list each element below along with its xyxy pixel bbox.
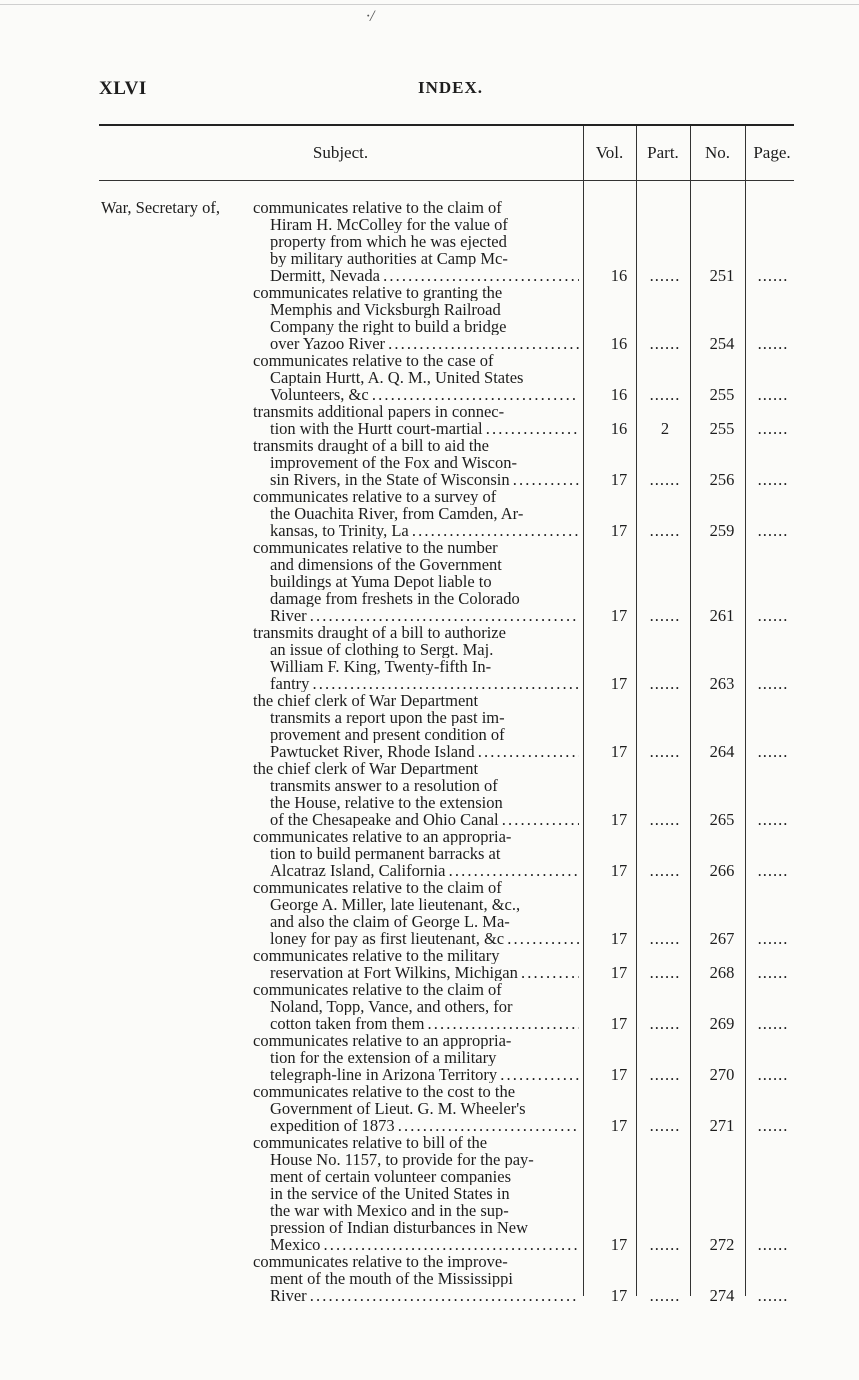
entry-line: transmits answer to a resolution of (270, 777, 498, 794)
entry-line: communicates relative to the claim of (253, 879, 502, 896)
index-entry (253, 947, 579, 981)
part-cell: ...... (649, 1286, 681, 1305)
index-entry (253, 981, 579, 1032)
no-cell: 251 (709, 266, 735, 285)
entry-line: Hiram H. McColley for the value of (270, 216, 508, 233)
entry-line: expedition of 1873 . . . (253, 1117, 579, 1134)
page-cell: ...... (757, 266, 789, 285)
part-cell: ...... (649, 861, 681, 880)
subject-column-header: Subject. (312, 143, 369, 162)
no-cell: 270 (709, 1065, 735, 1084)
vol-cell: 17 (610, 861, 628, 880)
vol-cell: 17 (610, 1235, 628, 1254)
page-cell: ...... (757, 1116, 789, 1135)
entry-line: Company the right to build a bridge (270, 318, 507, 335)
page-cell: ...... (757, 1065, 789, 1084)
part-cell: ...... (649, 810, 681, 829)
vol-cell: 17 (610, 929, 628, 948)
part-cell: ...... (649, 266, 681, 285)
heading-entry: War, Secretary of, (101, 198, 220, 217)
page-mark: ·/ (366, 8, 375, 25)
page-cell: ...... (757, 334, 789, 353)
index-entry (253, 692, 579, 760)
no-cell: 264 (709, 742, 735, 761)
vol-cell: 17 (610, 963, 628, 982)
part-cell: ...... (649, 334, 681, 353)
index-entry (253, 1032, 579, 1083)
entry-line: tion for the extension of a military (270, 1049, 497, 1066)
index-entry (253, 1134, 579, 1253)
vol-cell: 17 (610, 1286, 628, 1305)
no-cell: 271 (709, 1116, 735, 1135)
entry-line: communicates relative to the number (253, 539, 498, 556)
entry-line: Volunteers, &c . . . (253, 386, 579, 403)
entry-line: Mexico . . . (253, 1236, 579, 1253)
part-cell: ...... (649, 929, 681, 948)
entry-line: transmits draught of a bill to authorize (253, 624, 506, 641)
entry-line: sin Rivers, in the State of Wisconsin . . . (253, 471, 579, 488)
part-cell: 2 (660, 419, 670, 438)
index-entry (253, 352, 579, 403)
entry-line: an issue of clothing to Sergt. Maj. (270, 641, 494, 658)
no-column-header: No. (704, 143, 731, 162)
index-entry (253, 1083, 579, 1134)
index-entry (253, 760, 579, 828)
vol-cell: 17 (610, 606, 628, 625)
vol-cell: 16 (610, 266, 628, 285)
entry-line: telegraph-line in Arizona Territory . . . (253, 1066, 579, 1083)
part-cell: ...... (649, 521, 681, 540)
entry-line: the chief clerk of War Department (253, 760, 479, 777)
entry-line: House No. 1157, to provide for the pay- (270, 1151, 534, 1168)
vol-cell: 17 (610, 674, 628, 693)
page-cell: ...... (757, 674, 789, 693)
entry-line: ment of certain volunteer companies (270, 1168, 511, 1185)
entry-line: ment of the mouth of the Mississippi (270, 1270, 513, 1287)
part-cell: ...... (649, 674, 681, 693)
part-cell: ...... (649, 1065, 681, 1084)
entry-line: buildings at Yuma Depot liable to (270, 573, 492, 590)
entry-line: River . . . (253, 1287, 579, 1304)
top-edge-rule (0, 4, 859, 5)
entry-line: Dermitt, Nevada . . . (253, 267, 579, 284)
entry-line: cotton taken from them . . . (253, 1015, 579, 1032)
entry-line: by military authorities at Camp Mc- (270, 250, 508, 267)
no-cell: 261 (709, 606, 735, 625)
no-cell: 266 (709, 861, 735, 880)
index-entry (253, 879, 579, 947)
entry-line: communicates relative to the cost to the (253, 1083, 516, 1100)
entry-line: Captain Hurtt, A. Q. M., United States (270, 369, 524, 386)
entry-line: communicates relative to a survey of (253, 488, 497, 505)
index-entry (253, 437, 579, 488)
page-cell: ...... (757, 1235, 789, 1254)
entry-line: transmits a report upon the past im- (270, 709, 505, 726)
page-cell: ...... (757, 385, 789, 404)
entry-line: the Ouachita River, from Camden, Ar- (270, 505, 524, 522)
part-cell: ...... (649, 606, 681, 625)
part-cell: ...... (649, 1116, 681, 1135)
entry-line: property from which he was ejected (270, 233, 507, 250)
entry-line: Pawtucket River, Rhode Island . . . (253, 743, 579, 760)
entry-line: communicates relative to the military (253, 947, 500, 964)
part-cell: ...... (649, 1235, 681, 1254)
entry-line: and dimensions of the Government (270, 556, 502, 573)
vol-cell: 16 (610, 385, 628, 404)
entry-line: William F. King, Twenty-fifth In- (270, 658, 492, 675)
no-cell: 272 (709, 1235, 735, 1254)
page-cell: ...... (757, 470, 789, 489)
entry-line: communicates relative to an appropria- (253, 1032, 512, 1049)
entry-line: damage from freshets in the Colorado (270, 590, 520, 607)
entry-line: communicates relative to the claim of (253, 199, 502, 216)
page-number: XLVI (99, 78, 147, 99)
part-cell: ...... (649, 470, 681, 489)
page-cell: ...... (757, 929, 789, 948)
vol-cell: 17 (610, 810, 628, 829)
entry-line: pression of Indian disturbances in New (270, 1219, 528, 1236)
entry-line: communicates relative to an appropria- (253, 828, 512, 845)
entry-line: tion to build permanent barracks at (270, 845, 501, 862)
entry-line: River . . . (253, 607, 579, 624)
no-cell: 274 (709, 1286, 735, 1305)
part-column-header: Part. (647, 143, 679, 162)
entry-line: reservation at Fort Wilkins, Michigan . . . (253, 964, 579, 981)
entry-line: the war with Mexico and in the sup- (270, 1202, 509, 1219)
page-cell: ...... (757, 861, 789, 880)
index-entry (253, 539, 579, 624)
vol-cell: 17 (610, 1065, 628, 1084)
entry-line: Noland, Topp, Vance, and others, for (270, 998, 513, 1015)
no-cell: 259 (709, 521, 735, 540)
no-cell: 255 (709, 385, 735, 404)
vol-cell: 17 (610, 521, 628, 540)
vol-cell: 17 (610, 1116, 628, 1135)
index-entry (253, 403, 579, 437)
entry-line: the chief clerk of War Department (253, 692, 479, 709)
no-cell: 268 (709, 963, 735, 982)
page-title: INDEX. (418, 78, 484, 97)
page-cell: ...... (757, 419, 789, 438)
entry-line: communicates relative to bill of the (253, 1134, 488, 1151)
page-cell: ...... (757, 1014, 789, 1033)
index-entry (253, 199, 579, 284)
part-cell: ...... (649, 1014, 681, 1033)
vol-column-header: Vol. (595, 143, 624, 162)
entry-line: kansas, to Trinity, La . . . (253, 522, 579, 539)
entry-line: the House, relative to the extension (270, 794, 503, 811)
part-cell: ...... (649, 742, 681, 761)
vol-cell: 17 (610, 1014, 628, 1033)
entry-line: transmits draught of a bill to aid the (253, 437, 489, 454)
entry-line: George A. Miller, late lieutenant, &c., (270, 896, 521, 913)
page-cell: ...... (757, 963, 789, 982)
entry-line: over Yazoo River . . . (253, 335, 579, 352)
entry-line: and also the claim of George L. Ma- (270, 913, 510, 930)
page-cell: ...... (757, 742, 789, 761)
entry-line: improvement of the Fox and Wiscon- (270, 454, 517, 471)
entry-line: of the Chesapeake and Ohio Canal . . . (253, 811, 579, 828)
no-cell: 255 (709, 419, 735, 438)
no-cell: 254 (709, 334, 735, 353)
part-cell: ...... (649, 963, 681, 982)
page-cell: ...... (757, 1286, 789, 1305)
column-divider (583, 126, 584, 1296)
entry-line: Alcatraz Island, California . . . (253, 862, 579, 879)
entry-line: communicates relative to the improve- (253, 1253, 508, 1270)
entry-line: provement and present condition of (270, 726, 505, 743)
entry-line: communicates relative to granting the (253, 284, 503, 301)
no-cell: 263 (709, 674, 735, 693)
vol-cell: 17 (610, 470, 628, 489)
index-entry (253, 828, 579, 879)
entry-line: Government of Lieut. G. M. Wheeler's (270, 1100, 526, 1117)
entry-line: communicates relative to the claim of (253, 981, 502, 998)
vol-cell: 17 (610, 742, 628, 761)
index-entry (253, 624, 579, 692)
index-entry (253, 1253, 579, 1304)
index-entry (253, 284, 579, 352)
page-cell: ...... (757, 521, 789, 540)
no-cell: 256 (709, 470, 735, 489)
entry-line: transmits additional papers in connec- (253, 403, 505, 420)
no-cell: 267 (709, 929, 735, 948)
vol-cell: 16 (610, 419, 628, 438)
page-cell: ...... (757, 810, 789, 829)
page-cell: ...... (757, 606, 789, 625)
entry-line: loney for pay as first lieutenant, &c . . . (253, 930, 579, 947)
no-cell: 269 (709, 1014, 735, 1033)
column-divider (690, 126, 691, 1296)
page-column-header: Page. (753, 143, 791, 162)
entry-line: fantry . . . (253, 675, 579, 692)
part-cell: ...... (649, 385, 681, 404)
entry-line: Memphis and Vicksburgh Railroad (270, 301, 501, 318)
no-cell: 265 (709, 810, 735, 829)
vol-cell: 16 (610, 334, 628, 353)
entry-line: communicates relative to the case of (253, 352, 494, 369)
index-entry (253, 488, 579, 539)
entry-line: tion with the Hurtt court-martial . . . (253, 420, 579, 437)
entry-line: in the service of the United States in (270, 1185, 510, 1202)
